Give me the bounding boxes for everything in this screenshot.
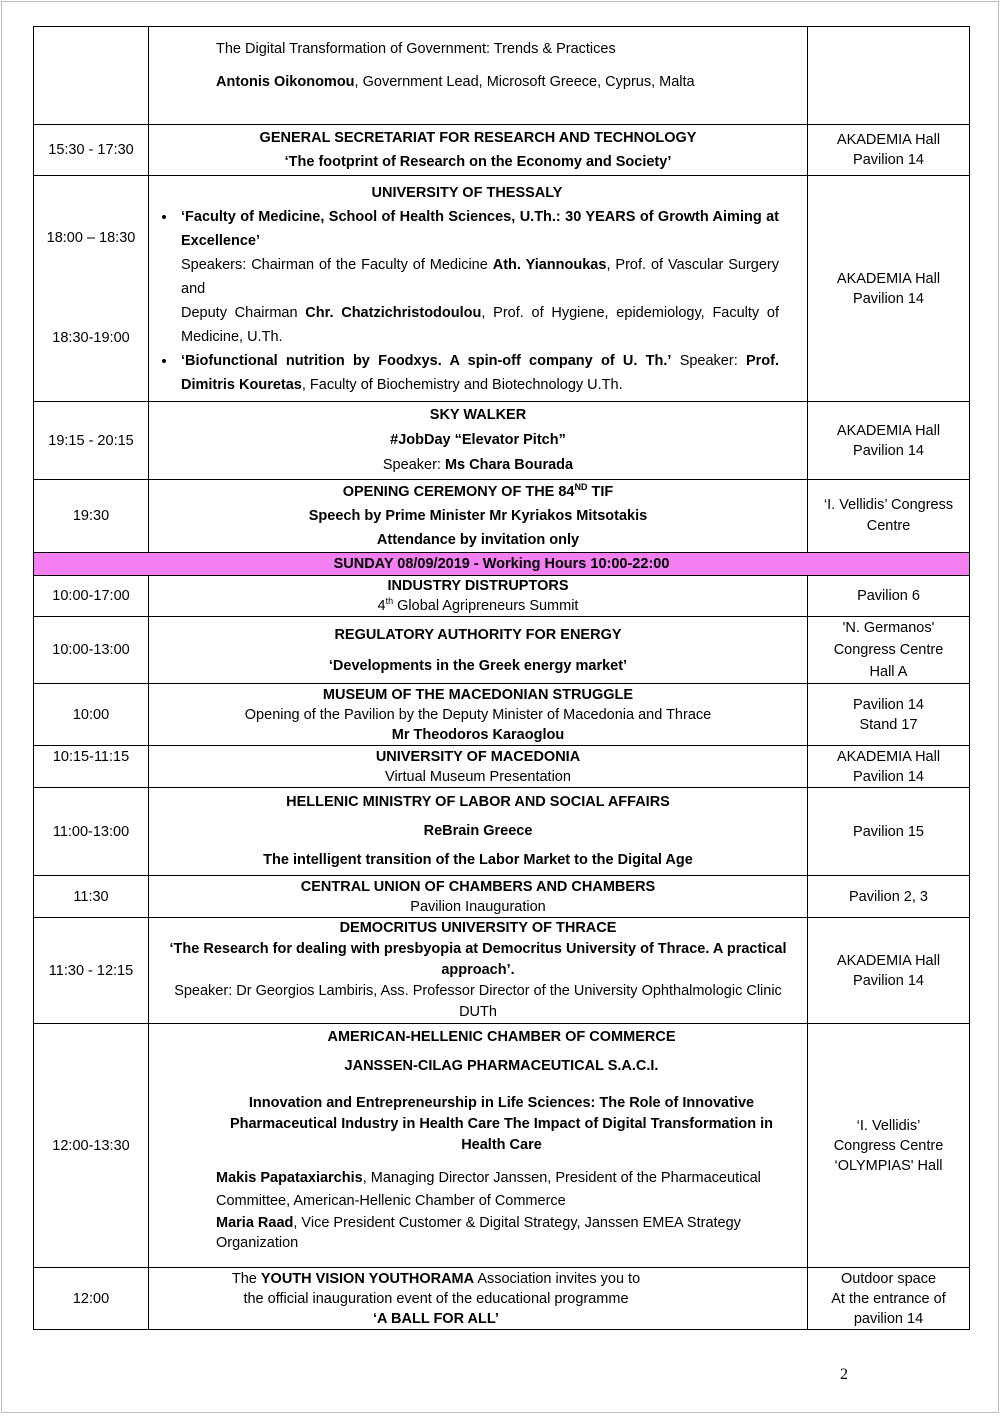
list-item: • ‘Biofunctional nutrition by Foodxys. A spin-off company of U. Th.’ Speaker: Prof. Dimitris Kouretas, Faculty of Biochemistry and Biotechnology U.Th. [177, 349, 779, 397]
event-line: ReBrain Greece [423, 823, 533, 839]
time-cell: 11:00-13:00 [34, 788, 149, 876]
event-cell: SKY WALKER #JobDay “Elevator Pitch” Speaker: Ms Chara Bourada [149, 402, 808, 480]
speaker-name: Makis Papataxiarchis [216, 1170, 363, 1186]
event-line: The YOUTH VISION YOUTHORAMA Association invites you to [231, 1270, 641, 1287]
day-banner: SUNDAY 08/09/2019 - Working Hours 10:00-22:00 [34, 553, 970, 576]
venue-line: Congress Centre [833, 1137, 944, 1154]
table-row [34, 176, 970, 402]
event-title: ‘The footprint of Research on the Economy and Society’ [284, 154, 672, 170]
table-row [34, 876, 970, 918]
table-row [34, 918, 970, 1024]
venue-line: AKADEMIA Hall [836, 952, 941, 969]
venue-line: Pavilion 14 [853, 972, 924, 989]
event-line: Pavilion Inauguration [410, 898, 546, 915]
event-org: GENERAL SECRETARIAT FOR RESEARCH AND TECHNOLOGY [259, 130, 697, 146]
time-cell: 19:30 [34, 480, 149, 553]
event-cell [149, 617, 808, 684]
event-title: ‘A BALL FOR ALL’ [373, 1310, 499, 1327]
list-item: • ‘Faculty of Medicine, School of Health Sciences, U.Th.: 30 YEARS of Growth Aiming at Excellence’ Speakers: Chairman of the Faculty of Medicine Ath. Yiannoukas, Prof. of Vascular Surgery and Deputy Chairman Chr. Chatzichristodoulou, Prof. of Hygiene, epidemiology, Faculty of Medicine, U.Th. [177, 205, 779, 349]
event-title: OPENING CEREMONY OF THE 84ND TIF [342, 482, 614, 500]
venue-cell [808, 27, 970, 125]
venue-line: Pavilion 14 [853, 152, 924, 168]
time-cell [34, 27, 149, 125]
event-title: The Digital Transformation of Government: Trends & Practices [216, 41, 616, 57]
venue-line: 'N. Germanos' [842, 620, 935, 636]
event-cell [149, 125, 808, 176]
venue-line: ‘I. Vellidis’ Congress [823, 497, 954, 513]
venue-cell [808, 1268, 970, 1330]
venue-line: Pavilion 14 [853, 442, 924, 459]
venue-line: AKADEMIA Hall [836, 422, 941, 439]
speaker-role: , Government Lead, Microsoft Greece, Cyprus, Malta [354, 74, 695, 90]
venue-cell [808, 684, 970, 746]
venue-cell [808, 746, 970, 788]
event-title: ‘The Research for dealing with presbyopia at Democritus University of Thrace. A practical approach’. [169, 941, 787, 978]
event-cell [149, 576, 808, 617]
table-row [34, 1268, 970, 1330]
venue-line: Stand 17 [859, 716, 918, 733]
venue-cell [808, 480, 970, 553]
time-cell: 11:30 - 12:15 [34, 918, 149, 1024]
time-cell: 10:00-17:00 [34, 576, 149, 617]
time-cell: 19:15 - 20:15 [34, 402, 149, 480]
event-org: CENTRAL UNION OF CHAMBERS AND CHAMBERS [300, 878, 656, 895]
event-line: The intelligent transition of the Labor Market to the Digital Age [263, 852, 693, 868]
time-value: 18:30-19:00 [52, 330, 130, 346]
talk-list [155, 205, 779, 397]
table-row [34, 746, 970, 788]
event-cell [149, 1268, 808, 1330]
venue-cell [808, 176, 970, 402]
event-line: 4th Global Agripreneurs Summit [377, 596, 579, 614]
time-cell: 10:00 [34, 684, 149, 746]
event-cell [149, 684, 808, 746]
schedule-table [33, 26, 970, 1330]
venue-cell [808, 402, 970, 480]
venue-line: Hall A [869, 664, 908, 680]
venue-line: ‘OLYMPIAS' Hall [834, 1157, 943, 1174]
venue-line: Centre [866, 518, 911, 534]
event-line: Attendance by invitation only [376, 532, 580, 548]
time-cell: 10:00-13:00 [34, 617, 149, 684]
event-title: #JobDay “Elevator Pitch” [390, 432, 566, 448]
event-cell [149, 746, 808, 788]
venue-line: ‘I. Vellidis’ [856, 1117, 921, 1134]
table-row [34, 27, 970, 125]
venue-line: Pavilion 14 [853, 696, 924, 713]
venue-line: Pavilion 14 [853, 768, 924, 785]
speaker-line: Speaker: Dr Georgios Lambiris, Ass. Professor Director of the University Ophthalmologic Clinic DUTh [174, 983, 782, 1020]
speaker-name: Prof. Dimitris Kouretas [181, 353, 780, 393]
table-row [34, 125, 970, 176]
venue-cell: Pavilion 15 [808, 788, 970, 876]
table-row [34, 684, 970, 746]
event-cell [149, 876, 808, 918]
venue-cell: Pavilion 2, 3 [808, 876, 970, 918]
event-org: HELLENIC MINISTRY OF LABOR AND SOCIAL AFFAIRS [286, 794, 670, 810]
table-row [34, 402, 970, 480]
day-banner-row [34, 553, 970, 576]
time-cell: 15:30 - 17:30 [34, 125, 149, 176]
venue-line: Outdoor space [840, 1270, 937, 1287]
event-cell [149, 788, 808, 876]
venue-line: At the entrance of [831, 1290, 946, 1307]
event-cell [149, 176, 808, 402]
event-org: SKY WALKER [429, 407, 527, 423]
table-row [34, 576, 970, 617]
table-row [34, 480, 970, 553]
event-org: MUSEUM OF THE MACEDONIAN STRUGGLE [322, 686, 634, 703]
talk-title: ‘Faculty of Medicine, School of Health Sciences, U.Th.: 30 YEARS of Growth Aiming at Excellence’ [181, 209, 779, 249]
event-cell: AMERICAN-HELLENIC CHAMBER OF COMMERCE JANSSEN-CILAG PHARMACEUTICAL S.A.C.I. Innovation and Entrepreneurship in Life Sciences: The Role of Innovative Pharmaceutical Industry in Health Care The Impact of Digital Transformation in Health Care Makis Papataxiarchis, Managing Director Janssen, President of the Pharmaceutical Committee, American-Hellenic Chamber of Commerce Maria Raad, Vice President Customer & Digital Strategy, Janssen EMEA Strategy Organization [149, 1024, 808, 1268]
event-org: JANSSEN-CILAG PHARMACEUTICAL S.A.C.I. [344, 1058, 659, 1074]
event-org: INDUSTRY DISTRUPTORS [387, 578, 569, 594]
venue-line: AKADEMIA Hall [836, 270, 941, 287]
speaker-name: Ath. Yiannoukas [492, 257, 607, 273]
table-row [34, 617, 970, 684]
event-org: REGULATORY AUTHORITY FOR ENERGY [334, 626, 622, 643]
event-cell [149, 918, 808, 1024]
page-number: 2 [840, 1366, 848, 1383]
time-cell: 12:00-13:30 [34, 1024, 149, 1268]
event-org: UNIVERSITY OF THESSALY [371, 185, 563, 201]
time-cell [34, 176, 149, 402]
venue-cell [808, 125, 970, 176]
event-org: DEMOCRITUS UNIVERSITY OF THRACE [339, 920, 617, 936]
venue-cell [808, 617, 970, 684]
speaker-name: Maria Raad [216, 1215, 294, 1231]
event-cell [149, 27, 808, 125]
speaker-name: Antonis Oikonomou [216, 74, 355, 90]
time-value: 18:00 – 18:30 [46, 230, 136, 246]
event-title: ‘Developments in the Greek energy market’ [328, 657, 628, 674]
venue-line: pavilion 14 [853, 1310, 924, 1327]
speaker-name: Chr. Chatzichristodoulou [305, 305, 482, 321]
venue-line: AKADEMIA Hall [836, 132, 941, 148]
time-cell: 12:00 [34, 1268, 149, 1330]
speaker-name: Ms Chara Bourada [444, 457, 574, 473]
event-line: Mr Theodoros Karaoglou [391, 726, 565, 743]
event-line: Speech by Prime Minister Mr Kyriakos Mitsotakis [308, 508, 648, 524]
venue-line: Pavilion 14 [853, 290, 924, 307]
event-cell [149, 480, 808, 553]
talk-title: ‘Biofunctional nutrition by Foodxys. A spin-off company of U. Th.’ [181, 353, 672, 369]
event-line: the official inauguration event of the educational programme [243, 1290, 629, 1307]
event-line: Opening of the Pavilion by the Deputy Minister of Macedonia and Thrace [244, 706, 712, 723]
event-org: UNIVERSITY OF MACEDONIA [375, 748, 581, 765]
event-org: AMERICAN-HELLENIC CHAMBER OF COMMERCE [327, 1029, 676, 1045]
venue-cell [808, 918, 970, 1024]
time-cell: 10:15-11:15 [34, 746, 149, 788]
venue-line: Congress Centre [833, 642, 944, 658]
table-row [34, 1024, 970, 1268]
event-line: Virtual Museum Presentation [385, 768, 571, 785]
event-title: Innovation and Entrepreneurship in Life Sciences: The Role of Innovative Pharmaceutical Industry in Health Care The Impact of Digital Transformation in Health Care [229, 1095, 774, 1153]
venue-cell: Pavilion 6 [808, 576, 970, 617]
time-cell: 11:30 [34, 876, 149, 918]
venue-cell [808, 1024, 970, 1268]
table-row [34, 788, 970, 876]
venue-line: AKADEMIA Hall [836, 748, 941, 765]
